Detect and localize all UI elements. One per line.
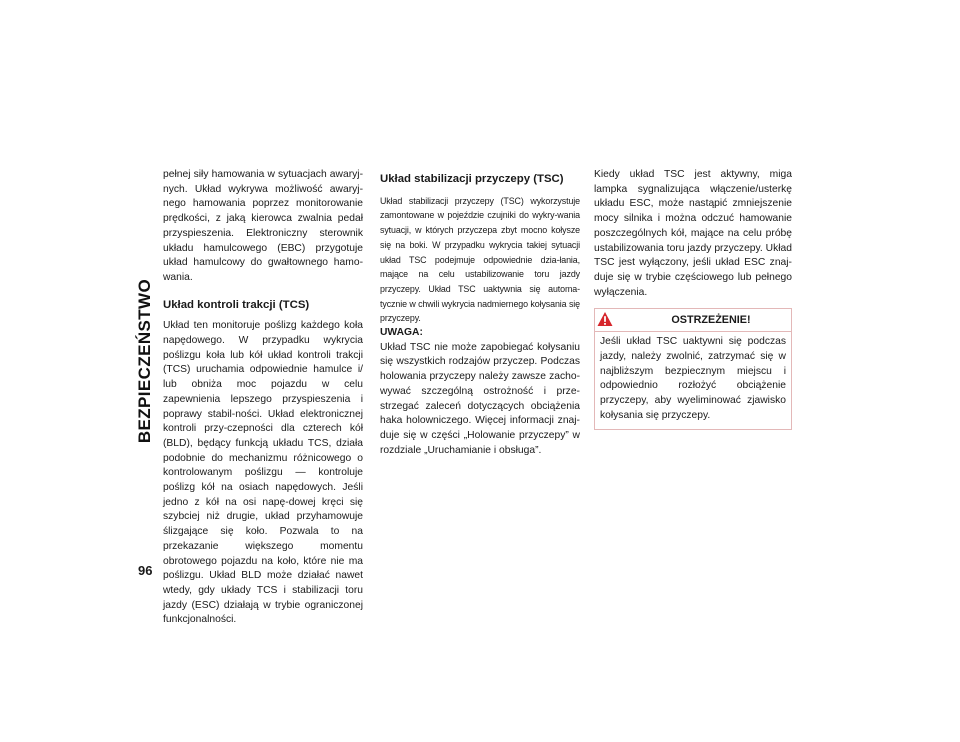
warning-triangle-icon bbox=[597, 311, 613, 327]
section-side-tab bbox=[134, 172, 156, 550]
note-title: UWAGA: bbox=[380, 327, 423, 339]
section-title: BEZPIECZEŃSTWO bbox=[135, 278, 154, 444]
column-left bbox=[163, 168, 363, 628]
warning-title: OSTRZEŻENIE! bbox=[671, 314, 751, 327]
paragraph-emergency-braking: pełnej siły hamowania w sytuacjach awaryj-nych. Układ wykrywa możliwość awaryj-nego hamowania poprzez monitorowanie prędkości, z jaką kierowca zwalnia pedał przyspieszenia. Elektroniczny sterownik układu hamulcowego (EBC) przygotuje układ hamulcowy do gwałtownego hamo-wania. bbox=[163, 169, 363, 283]
column-middle bbox=[380, 168, 580, 458]
paragraph-tcs: Układ ten monitoruje poślizg każdego koła napędowego. W przypadku wykrycia poślizgu koła lub kół układ kontroli trakcji (TCS) uruchamia odpowiednie hamulce i/ lub obniża moc pojazdu w celu zapewnienia lepszego przyspieszenia i poprawy stabil-ności. Układ elektronicznej kontroli przy-czepności dla czterech kół (BLD), będący funkcją układu TCS, działa podobnie do mechanizmu różnicowego o kontrolowanym poślizgu — kontroluje poślizg kół na osiach napędowych. Jeśli jedno z kół na osi napę-dowej kręci się szybciej niż drugie, układ przyhamowuje ślizgające się koło. Pozwala to na przekazanie większego momentu obrotowego pojazdu na koło, które nie ma poślizgu. Układ BLD może działać nawet wtedy, gdy układy TCS i stabilizacji toru jazdy (ESC) działają w trybie ograniczonej funkcjonalności. bbox=[163, 320, 363, 626]
warning-box bbox=[594, 308, 792, 429]
page-number: 96 bbox=[138, 563, 153, 578]
heading-tcs: Układ kontroli trakcji (TCS) bbox=[163, 298, 310, 311]
warning-header bbox=[595, 309, 791, 332]
column-right bbox=[594, 168, 792, 430]
warning-text: Jeśli układ TSC uaktywni się podczas jazdy, należy zwolnić, zatrzymać się w najbliższym bezpiecznym miejscu i odpowiednio rozłożyć obciążenie przyczepy, aby wyeliminować zjawisko kołysania się przyczepy. bbox=[600, 336, 786, 421]
note-text: Układ TSC nie może zapobiegać kołysaniu się wszystkich rodzajów przyczep. Podczas holowania przyczepy należy zawsze zacho-wywać szczególną ostrożność i prze-strzegać zaleceń dotyczących obciążenia haka holowniczego. Więcej informacji znaj-duje się w części „Holowanie przyczepy” w rozdziale „Uruchamianie i obsługa”. bbox=[380, 341, 580, 456]
heading-tsc: Układ stabilizacji przyczepy (TSC) bbox=[380, 173, 564, 185]
paragraph-tsc-active: Kiedy układ TSC jest aktywny, miga lampka sygnalizująca włączenie/usterkę układu ESC, może nastąpić zmniejszenie mocy silnika i można odczuć hamowanie poszczególnych kół, mające na celu próbę ustabilizowania toru jazdy przyczepy. Układ TSC jest wyłączony, jeśli układ ESC znaj-duje się w trybie częściowego lub pełnego wyłączenia. bbox=[594, 169, 792, 298]
paragraph-tsc: Układ stabilizacji przyczepy (TSC) wykorzystuje zamontowane w pojeździe czujniki do wykry-wania sytuacji, w których przyczepa zbyt mocno kołysze się na boki. W przypadku wykrycia takiej sytuacji układ TSC podejmuje odpowiednie dzia-łania, mające na celu ustabilizowanie toru jazdy przyczepy. Układ TSC uaktywnia się automa-tycznie w chwili wykrycia nadmiernego kołysania się przyczepy. bbox=[380, 195, 580, 324]
